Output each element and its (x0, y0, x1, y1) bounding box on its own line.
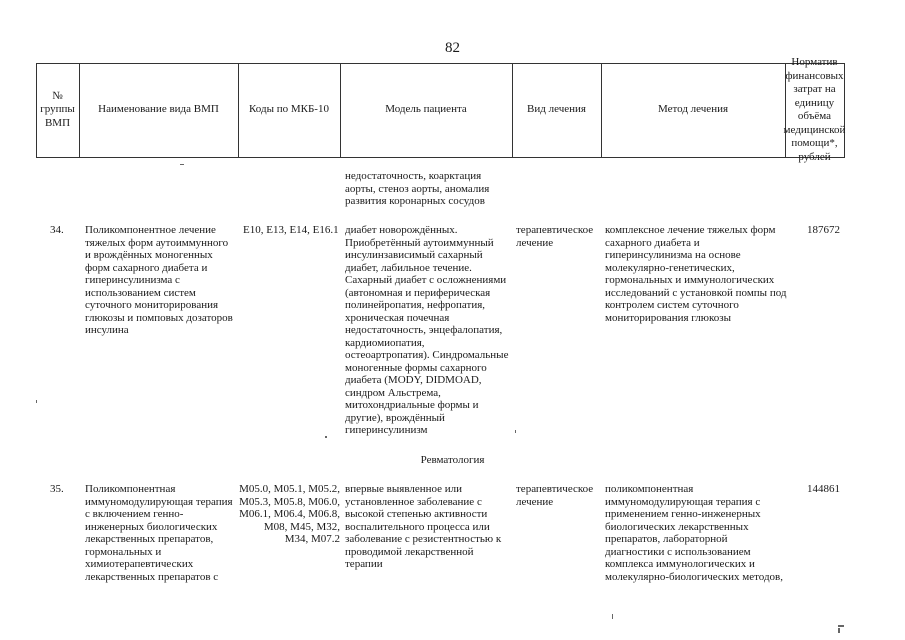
scan-speck (325, 436, 327, 438)
text-line: Поликомпонентное лечение (85, 224, 216, 236)
text-line: M06.1, M06.4, M06.8, (239, 508, 340, 520)
text-line: молекулярно-генетических, (605, 261, 735, 274)
header-cost-line: единицу объёма (794, 96, 835, 122)
text-line: лекарственных препаратов, (85, 533, 214, 545)
text-line: комплексное лечение тяжелых форм (605, 224, 776, 236)
text-line: тяжелых форм аутоиммунного (85, 236, 229, 249)
header-group-number (36, 63, 79, 157)
mkb-codes-cell (238, 483, 340, 546)
header-group-line: группы (40, 103, 75, 116)
text-line: инсулина (85, 324, 129, 336)
header-cost-line: медицинской (783, 123, 846, 136)
text-line: иммуномодулирующая терапия с (605, 495, 761, 508)
row-number: 35. (50, 483, 64, 495)
text-line: и врождённых моногенных (85, 249, 213, 261)
text-line: воспалительного процесса или (345, 520, 490, 533)
text-line: проводимой лекарственной (345, 545, 474, 558)
text-line: препаратов, лабораторной (605, 533, 728, 545)
cost-cell: 144861 (807, 483, 840, 495)
treatment-type-cell (516, 224, 593, 249)
text-line: недостаточность, энцефалопатия, (345, 324, 503, 336)
header-treatment-method: Метод лечения (657, 103, 729, 116)
text-line: комплекса иммунологических и (605, 558, 755, 570)
header-vmp-name: Наименование вида ВМП (98, 103, 219, 116)
text-line: хроническая почечная (345, 311, 450, 324)
text-line: терапевтическое (516, 483, 594, 495)
text-line: остеоартропатия). Синдромальные (345, 349, 509, 361)
header-cost-line: затрат на (793, 83, 836, 95)
text-line: M34, M07.2 (284, 533, 340, 545)
scan-speck (612, 614, 613, 619)
text-line: другие), врождённый (345, 411, 445, 424)
scan-speck (36, 400, 37, 403)
text-line: E10, E13, E14, E16.1 (243, 224, 339, 236)
header-mkb-codes: Коды по МКБ-10 (249, 103, 329, 116)
text-line: развития коронарных сосудов (345, 195, 485, 207)
continuation-text (345, 170, 489, 208)
treatment-method-cell (605, 224, 787, 324)
text-line: кардиомиопатия, (345, 336, 425, 349)
text-line: диабета (MODY, DIDMOAD, (345, 374, 482, 386)
header-cost-standard (783, 56, 846, 163)
row-number: 34. (50, 224, 64, 236)
text-line: митохондриальные формы и (345, 399, 479, 411)
text-line: Приобретённый аутоиммунный (345, 236, 494, 249)
scan-speck (838, 625, 844, 627)
header-cost-line: помощи*, (791, 137, 838, 149)
text-line: синдром Альстрема, (345, 386, 441, 399)
text-line: высокой степенью активности (345, 508, 488, 520)
text-line: инженерных биологических (85, 520, 218, 533)
text-line: Поликомпонентная (85, 483, 176, 495)
text-line: полинейропатия, нефропатия, (345, 299, 486, 311)
mkb-codes-cell (243, 224, 339, 237)
patient-model-cell (345, 483, 501, 571)
text-line: гормональных и иммунологических (605, 274, 775, 286)
table-header-rule (36, 157, 844, 158)
page-number: 82 (445, 40, 460, 56)
text-line: поликомпонентная (605, 483, 694, 495)
scan-speck (838, 628, 840, 633)
text-line: форм сахарного диабета и (85, 261, 208, 274)
patient-model-cell (345, 224, 508, 437)
text-line: лечение (516, 495, 554, 508)
treatment-type-cell (516, 483, 593, 508)
text-line: иммуномодулирующая терапия (85, 495, 233, 508)
text-line: впервые выявленное или (345, 483, 463, 495)
text-line: суточного мониторирования (85, 299, 219, 311)
text-line: гиперинсулинизм (345, 424, 428, 436)
text-line: контролем систем суточного (605, 299, 739, 311)
text-line: лечение (516, 236, 554, 249)
text-line: диагностики с использованием (605, 545, 751, 558)
text-line: Сахарный диабет с осложнениями (345, 274, 507, 286)
text-line: заболевание с резистентностью к (345, 533, 502, 545)
text-line: диабет, лабильное течение. (345, 261, 472, 274)
text-line: недостаточность, коарктация (345, 170, 482, 182)
text-line: диабет новорождённых. (345, 224, 458, 236)
text-line: аорты, стеноз аорты, аномалия (345, 182, 490, 195)
text-line: использованием систем (85, 286, 196, 299)
text-line: терапевтическое (516, 224, 594, 236)
vmp-name-cell (85, 483, 233, 583)
text-line: молекулярно-биологических методов, (605, 570, 783, 583)
section-title: Ревматология (420, 454, 485, 466)
header-group-line: ВМП (44, 116, 71, 129)
text-line: гормональных и (85, 545, 162, 558)
scan-speck (515, 430, 516, 433)
treatment-method-cell (605, 483, 783, 583)
text-line: лекарственных препаратов с (85, 570, 219, 583)
text-line: применением генно-инженерных (605, 508, 761, 520)
text-line: (автономная и периферическая (345, 286, 491, 299)
scan-speck (180, 164, 184, 165)
header-cost-line: Норматив (791, 56, 838, 68)
text-line: химиотерапевтических (85, 558, 194, 570)
text-line: исследований с установкой помпы под (605, 286, 787, 299)
text-line: гиперинсулинизма с (85, 274, 180, 286)
header-cost-line: финансовых (785, 69, 844, 82)
text-line: установленное заболевание с (345, 495, 482, 508)
text-line: мониторирования глюкозы (605, 311, 731, 324)
text-line: биологических лекарственных (605, 520, 749, 533)
cost-cell: 187672 (807, 224, 840, 236)
text-line: M05.0, M05.1, M05.2, (239, 483, 340, 495)
header-cost-line: рублей (798, 150, 831, 163)
text-line: терапии (345, 558, 383, 570)
text-line: моногенные формы сахарного (345, 361, 487, 374)
text-line: сахарного диабета и (605, 236, 700, 249)
header-group-line: № (52, 89, 63, 102)
text-line: гиперинсулинизма на основе (605, 249, 741, 261)
text-line: M05.3, M05.8, M06.0, (239, 495, 340, 508)
text-line: глюкозы и помповых дозаторов (85, 311, 233, 324)
header-patient-model: Модель пациента (385, 103, 467, 116)
vmp-name-cell (85, 224, 233, 337)
text-line: M08, M45, M32, (263, 520, 340, 533)
text-line: с включением генно- (85, 508, 184, 520)
header-treatment-type: Вид лечения (527, 103, 586, 116)
text-line: инсулинзависимый сахарный (345, 249, 483, 261)
